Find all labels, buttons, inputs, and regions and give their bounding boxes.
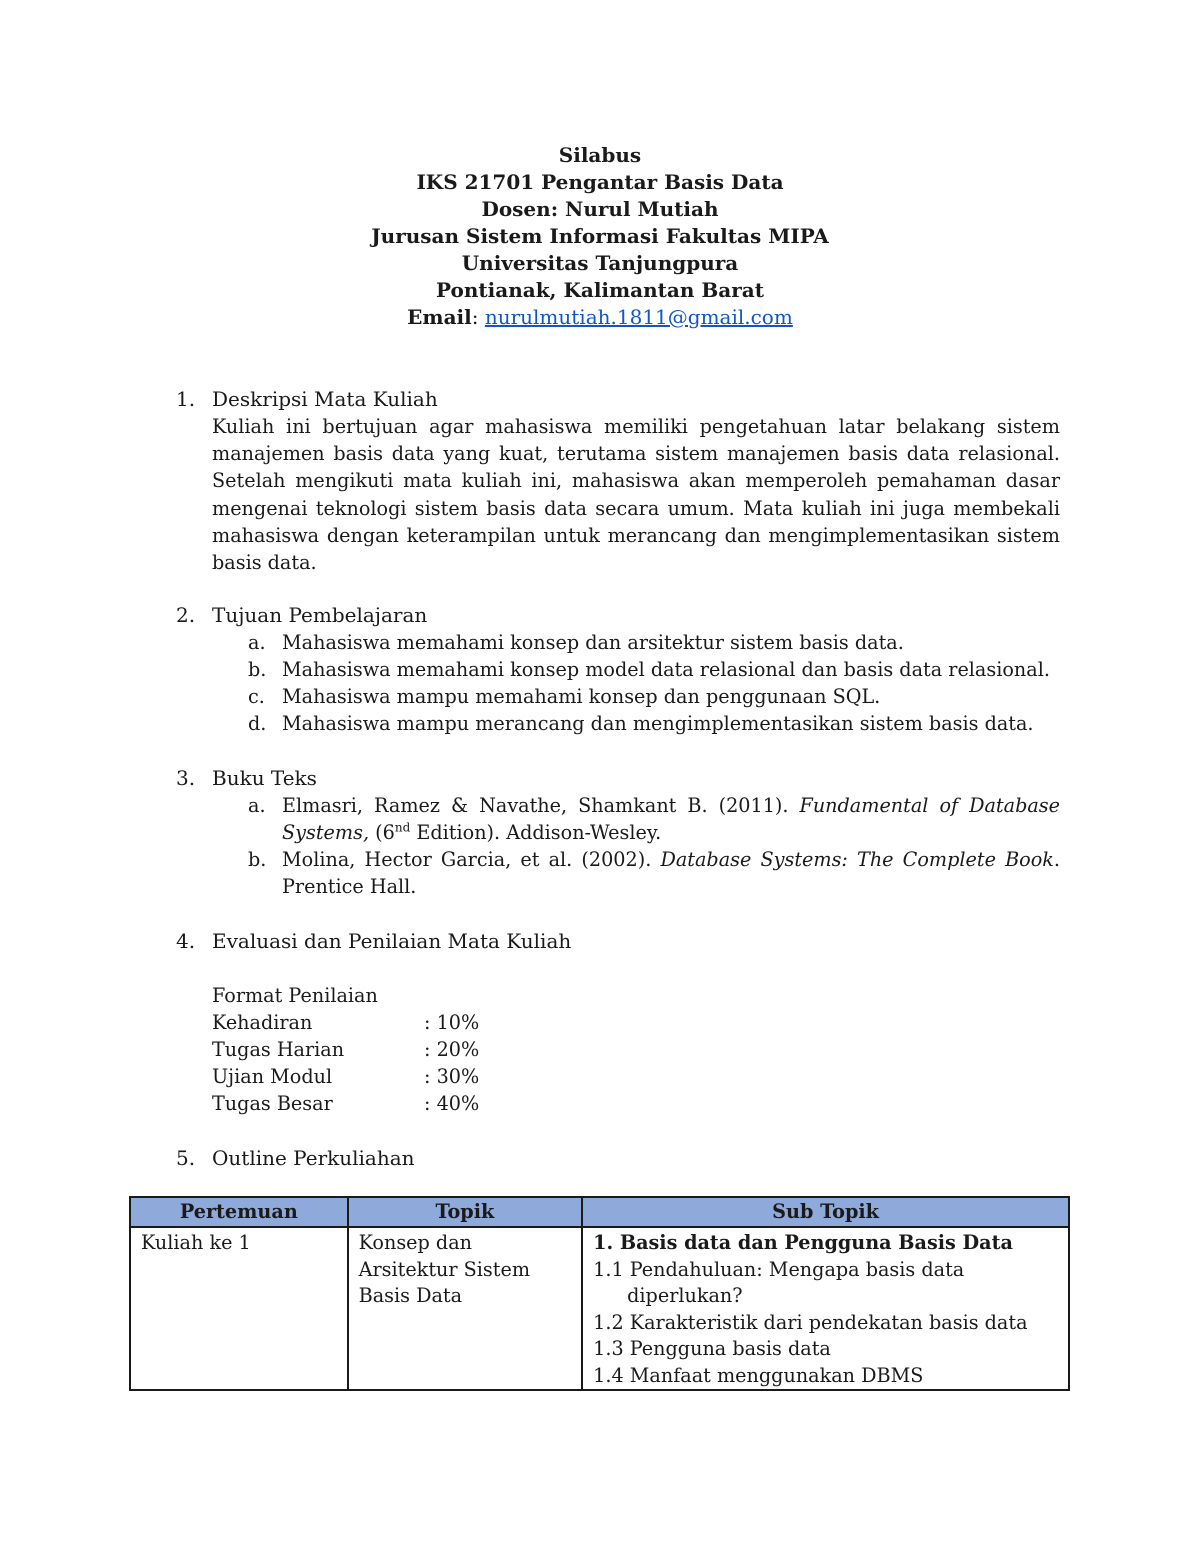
section-number: 4. xyxy=(176,929,196,953)
citation-publisher: . Prentice Hall. xyxy=(282,848,1061,898)
sub-topic-heading: 1. Basis data dan Pengguna Basis Data xyxy=(593,1231,1013,1254)
description-paragraph: Kuliah ini bertujuan agar mahasiswa memiliki pengetahuan latar belakang sistem manajemen basis data yang kuat, terutama sistem manajemen basis data relasional. Setelah mengikuti mata kuliah ini, mahasiswa akan memperoleh pemahaman dasar mengenai teknologi sistem basis data secara umum. Mata kuliah ini juga membekali mahasiswa dengan keterampilan untuk merancang dan mengimplementasikan sistem basis data. xyxy=(212,415,1060,575)
section-title: Buku Teks xyxy=(212,766,317,790)
list-letter: d. xyxy=(248,712,267,735)
grade-value: : 40% xyxy=(424,1092,480,1115)
section-title: Outline Perkuliahan xyxy=(212,1146,415,1170)
sub-topic-item: 1.3 Pengguna basis data xyxy=(593,1337,831,1360)
email-link[interactable]: nurulmutiah.1811@gmail.com xyxy=(484,305,793,329)
lecturer-name: Dosen: Nurul Mutiah xyxy=(481,197,719,221)
list-text: Mahasiswa memahami konsep dan arsitektur sistem basis data. xyxy=(282,631,904,654)
list-letter: b. xyxy=(248,658,267,681)
book-citation xyxy=(282,792,1060,846)
department-name: Jurusan Sistem Informasi Fakultas MIPA xyxy=(371,224,829,248)
section-number: 3. xyxy=(176,766,196,790)
citation-authors: Molina, Hector Garcia, et al. (2002). xyxy=(282,848,661,871)
email-line xyxy=(0,304,1200,331)
header-sub-topik: Sub Topik xyxy=(582,1197,1069,1227)
course-title: IKS 21701 Pengantar Basis Data xyxy=(416,170,784,194)
grade-label: Tugas Besar xyxy=(212,1092,333,1115)
list-letter: a. xyxy=(248,794,266,817)
list-text: Mahasiswa memahami konsep model data relasional dan basis data relasional. xyxy=(282,658,1050,681)
list-letter: b. xyxy=(248,848,267,871)
grade-value: : 20% xyxy=(424,1038,480,1061)
citation-title: Fundamental of Database Systems, xyxy=(282,794,1060,844)
outline-table xyxy=(129,1196,1070,1391)
grade-value: : 10% xyxy=(424,1011,480,1034)
grade-value: : 30% xyxy=(424,1065,480,1088)
citation-title: Database Systems: The Complete Book xyxy=(660,848,1054,871)
email-label: Email xyxy=(407,305,472,329)
header-topik: Topik xyxy=(348,1197,583,1227)
sub-topic-item: 1.1 Pendahuluan: Mengapa basis data diperlukan? xyxy=(593,1257,965,1307)
section-title: Evaluasi dan Penilaian Mata Kuliah xyxy=(212,929,572,953)
table-row xyxy=(130,1227,1069,1390)
grade-label: Kehadiran xyxy=(212,1011,313,1034)
citation-superscript: nd xyxy=(394,820,411,835)
citation-publisher: Edition). Addison-Wesley. xyxy=(410,821,662,844)
section-number: 2. xyxy=(176,603,196,627)
doc-title: Silabus xyxy=(558,143,642,167)
book-citation xyxy=(282,846,1060,900)
document-header xyxy=(0,142,1200,331)
sub-topic-item: 1.2 Karakteristik dari pendekatan basis data xyxy=(593,1310,1028,1334)
grade-label: Ujian Modul xyxy=(212,1065,333,1088)
cell-sub-topik xyxy=(582,1227,1069,1390)
university-name: Universitas Tanjungpura xyxy=(461,251,739,275)
section-title: Deskripsi Mata Kuliah xyxy=(212,387,438,411)
section-number: 1. xyxy=(176,387,196,411)
location-name: Pontianak, Kalimantan Barat xyxy=(436,278,764,302)
list-text: Mahasiswa mampu memahami konsep dan penggunaan SQL. xyxy=(282,685,881,708)
sub-topic-item: 1.4 Manfaat menggunakan DBMS xyxy=(593,1363,924,1387)
format-title-text: Format Penilaian xyxy=(212,984,378,1007)
list-letter: a. xyxy=(248,631,266,654)
list-letter: c. xyxy=(248,685,265,708)
cell-topik: Konsep dan Arsitektur Sistem Basis Data xyxy=(348,1227,583,1390)
grade-label: Tugas Harian xyxy=(212,1038,345,1061)
list-text: Mahasiswa mampu merancang dan mengimplementasikan sistem basis data. xyxy=(282,712,1034,735)
section-title: Tujuan Pembelajaran xyxy=(212,603,428,627)
header-pertemuan: Pertemuan xyxy=(130,1197,348,1227)
email-separator: : xyxy=(471,305,485,329)
citation-authors: Elmasri, Ramez & Navathe, Shamkant B. (2011). xyxy=(282,794,800,817)
table-header-row xyxy=(130,1197,1069,1227)
section-number: 5. xyxy=(176,1146,196,1170)
cell-pertemuan: Kuliah ke 1 xyxy=(130,1227,348,1390)
citation-edition: (6 xyxy=(369,821,395,844)
